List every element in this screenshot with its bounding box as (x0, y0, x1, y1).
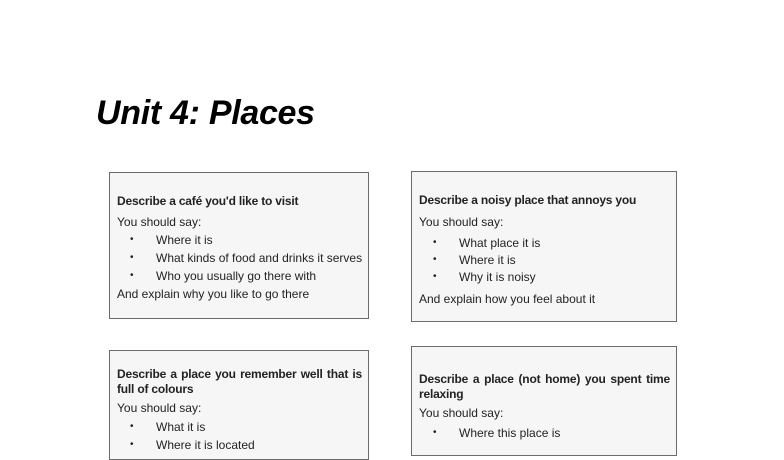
card-heading: Describe a café you'd like to visit (117, 194, 299, 208)
bullet-icon: • (433, 254, 437, 265)
card-lead: You should say: (117, 401, 202, 415)
bullet-icon: • (130, 421, 134, 432)
card-point: What place it is (459, 236, 541, 250)
bullet-icon: • (433, 271, 437, 282)
bullet-icon: • (130, 270, 134, 281)
card-heading: Describe a noisy place that annoys you (419, 193, 637, 207)
bullet-icon: • (433, 237, 437, 248)
page-title: Unit 4: Places (96, 94, 315, 132)
cue-card-colourful-place (109, 350, 369, 460)
card-heading: Describe a place (not home) you spent time relaxing (419, 372, 670, 401)
bullet-icon: • (433, 427, 437, 438)
card-point: Where it is (156, 233, 213, 247)
card-point: Where it is located (156, 438, 255, 452)
card-lead: You should say: (117, 215, 202, 229)
cue-card-cafe (109, 172, 369, 319)
cue-card-relaxing-place (411, 346, 677, 456)
bullet-icon: • (130, 252, 134, 263)
bullet-icon: • (130, 234, 134, 245)
card-point: What kinds of food and drinks it serves (156, 251, 363, 265)
card-point: Where it is (459, 253, 516, 267)
card-point: Why it is noisy (459, 270, 536, 284)
cue-card-noisy-place (411, 171, 677, 322)
card-closing: And explain why you like to go there (117, 287, 310, 301)
card-point: What it is (156, 420, 206, 434)
card-lead: You should say: (419, 215, 504, 229)
card-closing: And explain how you feel about it (419, 292, 596, 306)
card-point: Where this place is (459, 426, 561, 440)
card-heading: Describe a place you remember well that is full of colours (117, 367, 362, 396)
card-lead: You should say: (419, 406, 504, 420)
card-point: Who you usually go there with (156, 269, 317, 283)
bullet-icon: • (130, 439, 134, 450)
